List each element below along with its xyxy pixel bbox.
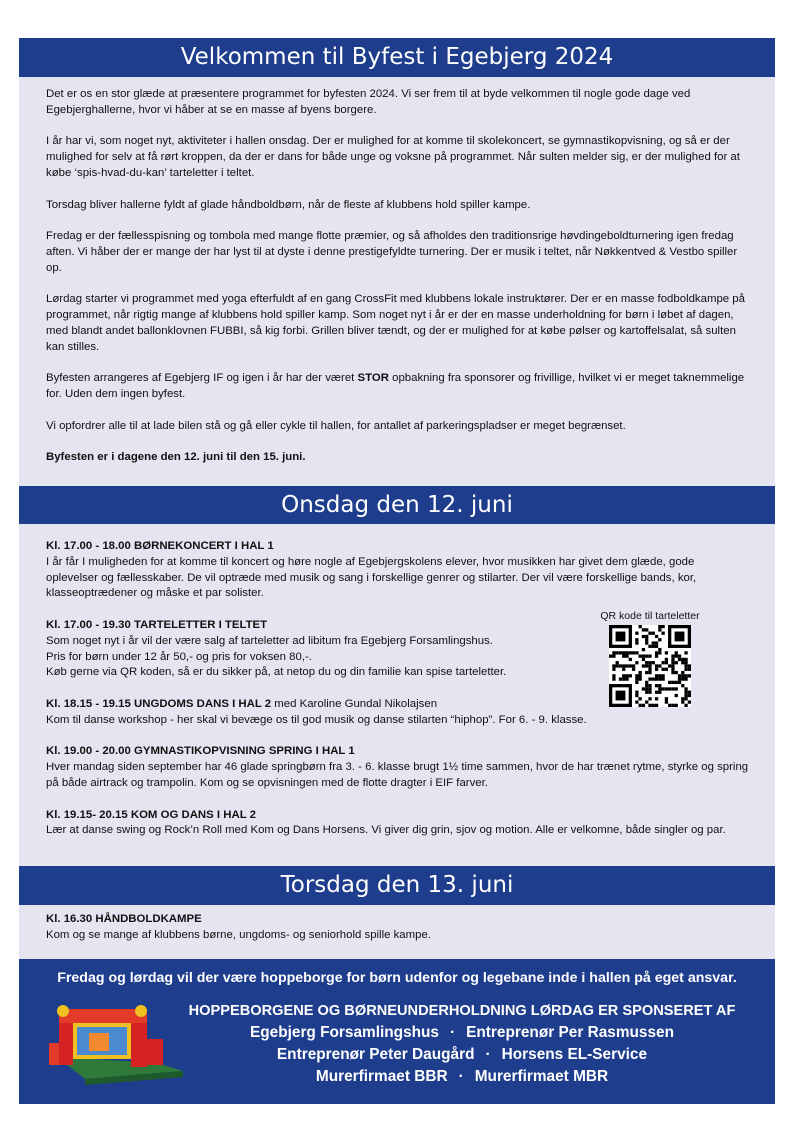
sponsor-name: Horsens EL-Service	[501, 1046, 648, 1063]
sponsor-paragraph	[46, 371, 749, 403]
intro-paragraph: Torsdag bliver hallerne fyldt af glade håndboldbørn, når de fleste af klubbens hold spiller kampe.	[46, 198, 531, 211]
intro-paragraph: Fredag er der fællesspisning og tombola med mange flotte præmier, og så afholdes den traditionsrige høvdingeboldturnering igen fredag aften. Vi håber der er mange der har lyst til at dyste i denne prestigefyldte turnering. Der er musik i teltet, når Nøkkentved & Vestbo spiller op.	[46, 230, 738, 274]
sponsor-row	[164, 1044, 760, 1066]
event-time-title: Kl. 17.00 - 19.30 TARTELETTER I TELTET	[46, 618, 268, 631]
page-title-band	[19, 38, 775, 77]
sponsor-name: Murerfirmaet MBR	[474, 1068, 609, 1085]
event-description: I år får I muligheden for at komme til koncert og høre nogle af Egebjergskolens elever, hvor musikken har givet dem glæde, gode oplevelser og fællesskaber. De vil optræde med musik og sang i forskellige genrer og stilarter. Der vil være forskellige bands, kor, klasseoptrædener og måske et par solister.	[46, 555, 697, 600]
sponsor-row	[164, 1022, 760, 1044]
event-item	[46, 539, 749, 602]
thursday-panel	[19, 905, 775, 959]
dates-paragraph: Byfesten er i dagene den 12. juni til den 15. juni.	[46, 451, 306, 464]
event-host: med Karoline Gundal Nikolajsen	[271, 697, 438, 710]
wednesday-band	[19, 486, 775, 524]
sponsor-list	[164, 1000, 760, 1088]
sponsor-text-end: opbakning fra sponsorer og frivillige, hvilket vi er meget taknemmelige for. Uden dem ingen byfest.	[46, 372, 745, 401]
qr-code-icon[interactable]	[609, 625, 691, 707]
event-description: Kom og se mange af klubbens børne, ungdoms- og seniorhold spille kampe.	[46, 928, 431, 941]
event-time-title: Kl. 17.00 - 18.00 BØRNEKONCERT I HAL 1	[46, 540, 274, 552]
intro-paragraph: Lørdag starter vi programmet med yoga efterfuldt af en gang CrossFit med klubbens lokale instruktører. Der er en masse fodboldkampe på programmet, når rigtig mange af klubbens hold spiller kamp. Som noget nyt i år er der en masse underholdning for børn i løbet af dagen, med blandt andet ballonklovnen FUBBI, så kig forbi. Grillen bliver tændt, og der er mulighed for at købe pølser og kartoffelsalat, så sulten kan stilles.	[46, 293, 745, 353]
sponsor-separator: ·	[485, 1046, 491, 1063]
thursday-title: Torsdag den 13. juni	[280, 872, 514, 898]
sponsor-lines	[164, 1022, 760, 1088]
sponsor-separator: ·	[458, 1068, 464, 1085]
sponsor-name: Entreprenør Per Rasmussen	[466, 1024, 674, 1041]
event-description: Hver mandag siden september har 46 glade springbørn fra 3. - 6. klasse brugt 1½ time sammen, hvor de har trænet rytme, styrke og spring på både airtrack og trampolin. Kom og se opvisningen med de flotte dragter i EIF farver.	[46, 761, 749, 789]
qr-code-block	[587, 610, 713, 707]
bouncy-castle-banner: Fredag og lørdag vil der være hoppeborge for børn udenfor og legebane inde i hallen på eget ansvar.	[57, 970, 737, 986]
event-description: Lær at danse swing og Rock’n Roll med Kom og Dans Horsens. Vi giver dig grin, sjov og motion. Alle er velkomne, både singler og par.	[46, 824, 726, 837]
intro-panel	[19, 77, 775, 486]
sponsor-emphasis: STOR	[357, 372, 389, 385]
event-item	[46, 912, 749, 944]
wednesday-panel	[19, 524, 775, 866]
sponsor-row	[164, 1066, 760, 1088]
event-description: Kom til danse workshop - her skal vi bevæge os til god musik og danse stilarten “hiphop”. For 6. - 9. klasse.	[46, 713, 587, 726]
qr-caption: QR kode til tarteletter	[600, 610, 700, 622]
sponsor-separator: ·	[450, 1024, 456, 1041]
event-description: Pris for børn under 12 år 50,- og pris for voksen 80,-.	[46, 650, 312, 663]
intro-paragraph: I år har vi, som noget nyt, aktiviteter i hallen onsdag. Der er mulighed for at komme til skolekoncert, se gymnastikopvisning, og så er der mulighed for selv at få rørt kroppen, da der er dans for både unge og voksne på programmet. Når sulten melder sig, er der mulighed for at købe ‘spis-hvad-du-kan’ tarteletter i teltet.	[46, 135, 740, 179]
event-description: Som noget nyt i år vil der være salg af tarteletter ad libitum fra Egebjerg Forsamlingshus.	[46, 634, 493, 647]
event-time-title: Kl. 19.00 - 20.00 GYMNASTIKOPVISNING SPRING I HAL 1	[46, 745, 355, 758]
intro-text	[46, 87, 749, 466]
parking-paragraph: Vi opfordrer alle til at lade bilen stå og gå eller cykle til hallen, for antallet af parkeringspladser er meget begrænset.	[46, 419, 626, 432]
event-title	[46, 912, 749, 928]
sponsor-name: Egebjerg Forsamlingshus	[249, 1024, 439, 1041]
event-item	[46, 808, 749, 840]
sponsor-text: Byfesten arrangeres af Egebjerg IF og igen i år har der været	[46, 372, 358, 385]
sponsor-name: Murerfirmaet BBR	[315, 1068, 448, 1085]
event-description: Køb gerne via QR koden, så er du sikker på, at netop du og din familie kan spise tarteletter.	[46, 666, 507, 679]
wednesday-title: Onsdag den 12. juni	[281, 492, 513, 518]
event-title	[46, 744, 749, 760]
event-item	[46, 744, 749, 791]
thursday-band	[19, 866, 775, 905]
page-title: Velkommen til Byfest i Egebjerg 2024	[180, 44, 614, 70]
sponsor-footer	[19, 959, 775, 1104]
event-time-title: Kl. 16.30 HÅNDBOLDKAMPE	[46, 913, 202, 925]
sponsor-name: Entreprenør Peter Daugård	[276, 1046, 475, 1063]
sponsor-heading: HOPPEBORGENE OG BØRNEUNDERHOLDNING LØRDAG ER SPONSERET AF	[188, 1003, 736, 1019]
event-title	[46, 539, 749, 555]
intro-paragraph: Det er os en stor glæde at præsentere programmet for byfesten 2024. Vi ser frem til at byde velkommen til nogle gode dage ved Egebjerghallerne, hvor vi håber at se en masse af byens borgere.	[46, 88, 691, 116]
thursday-events	[46, 912, 749, 944]
event-time-title: Kl. 18.15 - 19.15 UNGDOMS DANS I HAL 2	[46, 697, 272, 710]
event-time-title: Kl. 19.15- 20.15 KOM OG DANS I HAL 2	[46, 808, 256, 821]
event-title	[46, 808, 749, 824]
